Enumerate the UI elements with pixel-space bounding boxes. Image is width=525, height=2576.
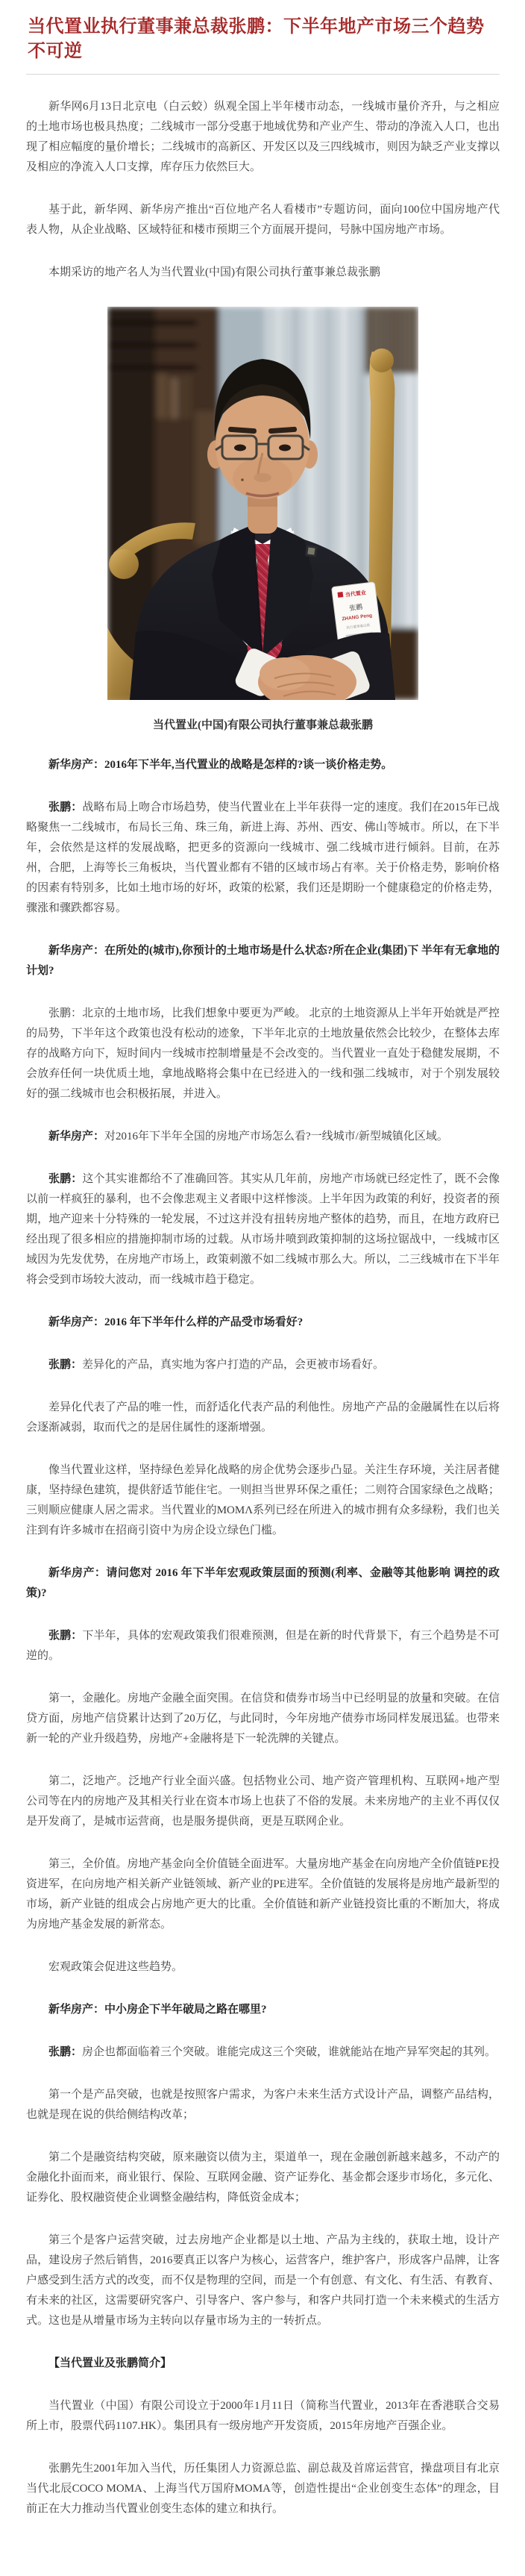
question-4 xyxy=(26,1313,500,1333)
paragraph-text: 这个其实谁都给不了准确回答。其实从几年前，房地产市场就已经定性了，既不会像以前一样疯狂的暴利，也不会像悲观主义者眼中这样惨淡。上半年因为政策的利好，投资者的预期，地产迎来十分特殊的一轮发展，不过这并没有扭转房地产整体的趋势，而且，在地方政府已经出现了很多相应的措施抑制市场的过载。从市场井喷到政策抑制的这场拉锯战中，一线城市区域因为先发优势，在房地产市场上，政策刺激不如二线城市那么大。所以，二三线城市在下半年将会受到市场较大波动，而一线城市趋于稳定。 xyxy=(26,1173,500,1286)
portrait-photo xyxy=(107,307,418,700)
answer-4-1 xyxy=(26,1355,500,1375)
intro-section xyxy=(26,97,500,283)
paragraph-text: 第二，泛地产。泛地产行业全面兴盛。包括物业公司、地产资产管理机构、互联网+地产型公司等在内的房地产及其相关行业在资本市场上也获了不俗的发展。未来房地产的主业不再仅仅是开发商了，是城市运营商，也是服务提供商，更是互联网企业。 xyxy=(26,1775,500,1828)
paragraph-text: 战略布局上吻合市场趋势，使当代置业在上半年获得一定的速度。我们在2015年已战略聚焦一二线城市，布局长三角、珠三角，新进上海、苏州、西安、佛山等城市。所以，在下半年，会依然是这样的发展战略，把更多的资源向一线城市、强二线城市进行倾斜。目前，在苏州，合肥，上海等长三角板块，当代置业都有不错的区域市场占有率。关于价格走势，影响价格的因素有特别多，比如土地市场的好坏，政策的松紧，我们还是期盼一个健康稳定的价格走势，骤涨和骤跌都容易。 xyxy=(26,801,500,914)
answer-6-4 xyxy=(26,2230,500,2331)
paragraph-text: 宏观政策会促进这些趋势。 xyxy=(48,1961,183,1973)
answer-1 xyxy=(26,798,500,919)
answer-5-1 xyxy=(26,1626,500,1666)
badge-name-text: 张鹏 xyxy=(348,602,363,613)
paragraph-text: 北京的土地市场，比我们想象中要更为严峻。 北京的土地资源从上半年开始就是严控的局势，下半年这个政策也没有松动的迹象，下半年北京的土地放量依然会比较少，在整体去库存的战略方向下，短时间内一线城市控制增量是不会改变的。当代置业一直处于稳健发展期，不会放弃任何一块优质土地，拿地战略将会集中在已经进入的一线和强二线城市，对于个别发展较好的强二线城市也会积极拓展，并进入。 xyxy=(26,1007,500,1100)
answer-3 xyxy=(26,1169,500,1290)
speaker-label: 新华房产： xyxy=(48,759,105,771)
answer-4-2 xyxy=(26,1398,500,1438)
badge-name-en-text: ZHANG Peng xyxy=(342,613,373,622)
answer-2 xyxy=(26,1004,500,1104)
speaker-label: 新华房产： xyxy=(48,1316,105,1328)
paragraph-text: 2016 年下半年什么样的产品受市场看好? xyxy=(104,1316,304,1328)
paragraph-text: 第一个是产品突破，也就是按照客户需求，为客户未来生活方式设计产品，调整产品结构，也就是现在说的供给侧结构改革； xyxy=(26,2089,500,2121)
paragraph-text: 差异化代表了产品的唯一性，而舒适化代表产品的利他性。房地产产品的金融属性在以后将会逐渐减弱，取而代之的是居住属性的逐渐增强。 xyxy=(26,1401,500,1434)
interview-section xyxy=(26,755,500,2519)
answer-5-3 xyxy=(26,1772,500,1832)
speaker-label: 张鹏： xyxy=(48,1173,83,1185)
speaker-label: 张鹏： xyxy=(48,1359,83,1371)
question-2 xyxy=(26,941,500,981)
article-title: 当代置业执行董事兼总裁张鹏：下半年地产市场三个趋势不可逆 xyxy=(28,17,485,61)
question-3 xyxy=(26,1127,500,1147)
speaker-label: 新华房产： xyxy=(48,2004,105,2016)
answer-5-4 xyxy=(26,1854,500,1935)
question-1 xyxy=(26,755,500,775)
portrait-figure xyxy=(26,307,500,733)
intro-paragraph-3 xyxy=(26,263,500,283)
profile-paragraph-1 xyxy=(26,2396,500,2436)
paragraph-text: 房企也都面临着三个突破。谁能完成这三个突破，谁就能站在地产异军突起的其列。 xyxy=(82,2046,497,2058)
paragraph-text: 在所处的(城市),你预计的土地市场是什么状态?所在企业(集团)下 半年有无拿地的计划? xyxy=(26,945,500,977)
paragraph-text: 下半年，具体的宏观政策我们很难预测，但是在新的时代背景下，有三个趋势是不可逆的。 xyxy=(26,1630,500,1662)
paragraph-text: 请问您对 2016 年下半年宏观政策层面的预测(利率、金融等其他影响 调控的政策)? xyxy=(26,1567,500,1599)
profile-paragraph-2 xyxy=(26,2459,500,2519)
speaker-label: 张鹏： xyxy=(48,1630,83,1642)
speaker-label: 张鹏： xyxy=(48,801,83,813)
paragraph-text: 中小房企下半年破局之路在哪里? xyxy=(104,2004,267,2016)
paragraph-text: 当代置业（中国）有限公司设立于2000年1月11日（简称当代置业，2013年在香港联合交易所上市，股票代码1107.HK）。集团具有一级房地产开发资质，2015年房地产百强企业。 xyxy=(26,2400,500,2432)
paragraph-text: 2016年下半年,当代置业的战略是怎样的?谈一谈价格走势。 xyxy=(104,759,393,771)
answer-5-5 xyxy=(26,1957,500,1978)
badge-title-text: 执行董事兼总裁 xyxy=(346,622,371,630)
answer-4-3 xyxy=(26,1460,500,1541)
answer-6-1 xyxy=(26,2042,500,2063)
question-5 xyxy=(26,1563,500,1604)
speaker-label: 新华房产： xyxy=(48,1567,107,1579)
paragraph-text: 第二个是融资结构突破，原来融资以债为主，渠道单一，现在金融创新越来越多，不动产的金融化扑面而来，商业银行、保险、互联网金融、资产证券化、基金都会逐步市场化，多元化、证券化、股权融资使企业调整金融结构，降低资金成本； xyxy=(26,2151,500,2204)
question-6 xyxy=(26,2000,500,2020)
section-header-profile xyxy=(26,2354,500,2374)
speaker-label: 新华房产： xyxy=(48,945,105,957)
speaker-label: 新华房产： xyxy=(48,1131,105,1142)
answer-6-3 xyxy=(26,2148,500,2208)
paragraph-text: 第三个是客户运营突破，过去房地产企业都是以土地、产品为主线的，获取土地，设计产品，建设房子然后销售，2016要真正以客户为核心，运营客户，维护客户，形成客户品牌，让客户感受到生活方式的改变，而不仅是物理的空间，而是一个有创意、有文化、有生活、有教育、有未来的社区，这需要研究客户、引导客户、客户参与，和客户共同打造一个未来模式的生活方式。这也是从增量市场为主转向以存量市场为主的一转折点。 xyxy=(26,2234,500,2327)
speaker-label: 张鹏： xyxy=(48,1007,83,1019)
photo-caption: 当代置业(中国)有限公司执行董事兼总裁张鹏 xyxy=(153,719,373,731)
paragraph-text: 新华网6月13日北京电（白云蛟）纵观全国上半年楼市动态，一线城市量价齐升，与之相应的土地市场也极具热度；二线城市一部分受惠于地域优势和产业产生、带动的净流入人口，也出现了相应幅度的量价增长；二线城市的高新区、开发区以及三四线城市，则因为缺乏产业支撑以及相应的净流入人口支撑，库存压力依然巨大。 xyxy=(26,101,500,173)
paragraph-text: 第三，全价值。房地产基金向全价值链全面进军。大量房地产基金在向房地产全价值链PE投资进军，在向房地产相关新产业链领域、新产业的PE进军。全价值链的发展将是房地产最新型的市场，新产业链的组成会占房地产更大的比重。全价值链和新产业链投资比重的不断加大，将成为房地产基金发展的新常态。 xyxy=(26,1858,500,1931)
paragraph-text: 基于此，新华网、新华房产推出“百位地产名人看楼市”专题访问，面向100位中国房地产代表人物，从企业战略、区域特征和楼市预期三个方面展开提问，号脉中国房地产市场。 xyxy=(26,204,500,236)
badge-brand-text: 当代置业 xyxy=(345,590,367,598)
speaker-label: 张鹏： xyxy=(48,2046,83,2058)
paragraph-text: 差异化的产品，真实地为客户打造的产品，会更被市场看好。 xyxy=(82,1359,385,1371)
speaker-label: 【当代置业及张鹏简介】 xyxy=(48,2357,172,2369)
paragraph-text: 第一，金融化。房地产金融全面突围。在信贷和债券市场当中已经明显的放量和突破。在信贷方面，房地产信贷累计达到了20万亿，与此同时，今年房地产债券市场同样发展迅猛。也带来新一轮的产业升级趋势，房地产+金融将是下一轮洗牌的关键点。 xyxy=(26,1692,500,1745)
intro-paragraph-1 xyxy=(26,97,500,178)
intro-paragraph-2 xyxy=(26,200,500,240)
answer-6-2 xyxy=(26,2085,500,2125)
title-divider xyxy=(26,74,500,75)
paragraph-text: 对2016年下半年全国的房地产市场怎么看?一线城市/新型城镇化区域。 xyxy=(104,1131,448,1142)
paragraph-text: 本期采访的地产名人为当代置业(中国)有限公司执行董事兼总裁张鹏 xyxy=(48,266,380,278)
answer-5-2 xyxy=(26,1689,500,1749)
paragraph-text: 像当代置业这样，坚持绿色差异化战略的房企优势会逐步凸显。关注生存环境，关注居者健康，坚持绿色建筑，提供舒适节能住宅。一则担当世界环保之重任；二则符合国家绿色之战略；三则顺应健康人居之需求。当代置业的MOMΛ系列已经在所进入的城市拥有众多绿粉，我们也关注到有许多城市在招商引资中为房企设立绿色门槛。 xyxy=(26,1464,500,1536)
paragraph-text: 张鹏先生2001年加入当代，历任集团人力资源总监、副总裁及首席运营官，操盘项目有北京当代北辰COCO MOMA、上海当代万国府MOMA等，创造性提出“企业创变生态体”的理念，目前正在大力推动当代置业创变生态体的建立和执行。 xyxy=(26,2463,500,2515)
